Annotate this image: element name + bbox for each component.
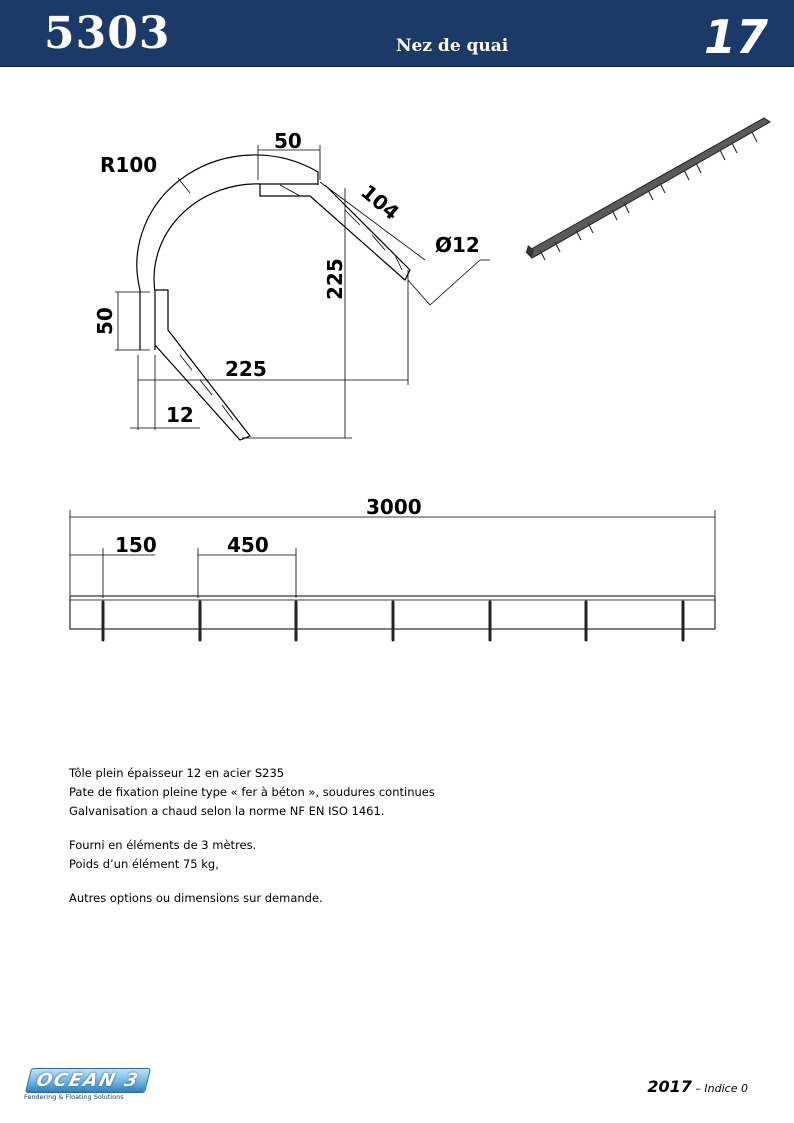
company-logo [22, 1064, 152, 1104]
note-line: Galvanisation a chaud selon la norme NF EN ISO 1461. [69, 804, 385, 818]
logo-wordmark: OCEAN 3 [25, 1068, 151, 1093]
note-line: Pate de fixation pleine type « fer à béton », soudures continues [69, 785, 435, 799]
footer-dash: – [691, 1082, 705, 1095]
note-line: Poids d’un élément 75 kg, [69, 857, 219, 871]
logo-tagline: Fendering & Floating Solutions [24, 1093, 124, 1101]
elevation-drawing [60, 495, 730, 655]
label-top-50: 50 [274, 129, 302, 153]
footer-year: 2017 [647, 1077, 692, 1096]
label-3000: 3000 [366, 495, 422, 519]
note-line: Tôle plein épaisseur 12 en acier S235 [69, 766, 285, 780]
section-drawing [90, 120, 510, 450]
page-header [0, 0, 794, 67]
page-number: 17 [703, 10, 768, 64]
label-height-225: 225 [323, 258, 347, 300]
label-r100: R100 [100, 153, 158, 177]
specification-notes [69, 764, 629, 908]
product-title: Nez de quai [396, 36, 509, 56]
footer-revision [647, 1077, 748, 1096]
product-code: 5303 [44, 8, 171, 59]
note-line: Fourni en éléments de 3 mètres. [69, 838, 257, 852]
label-width-225: 225 [225, 357, 267, 381]
label-diameter-12: Ø12 [435, 233, 480, 257]
label-side-50: 50 [93, 307, 117, 335]
label-thickness-12: 12 [166, 403, 194, 427]
note-line: Autres options ou dimensions sur demande. [69, 891, 323, 905]
label-450: 450 [227, 533, 269, 557]
footer-indice: Indice 0 [704, 1082, 748, 1095]
perspective-view [520, 108, 776, 268]
label-104: 104 [356, 179, 404, 225]
label-150: 150 [115, 533, 157, 557]
